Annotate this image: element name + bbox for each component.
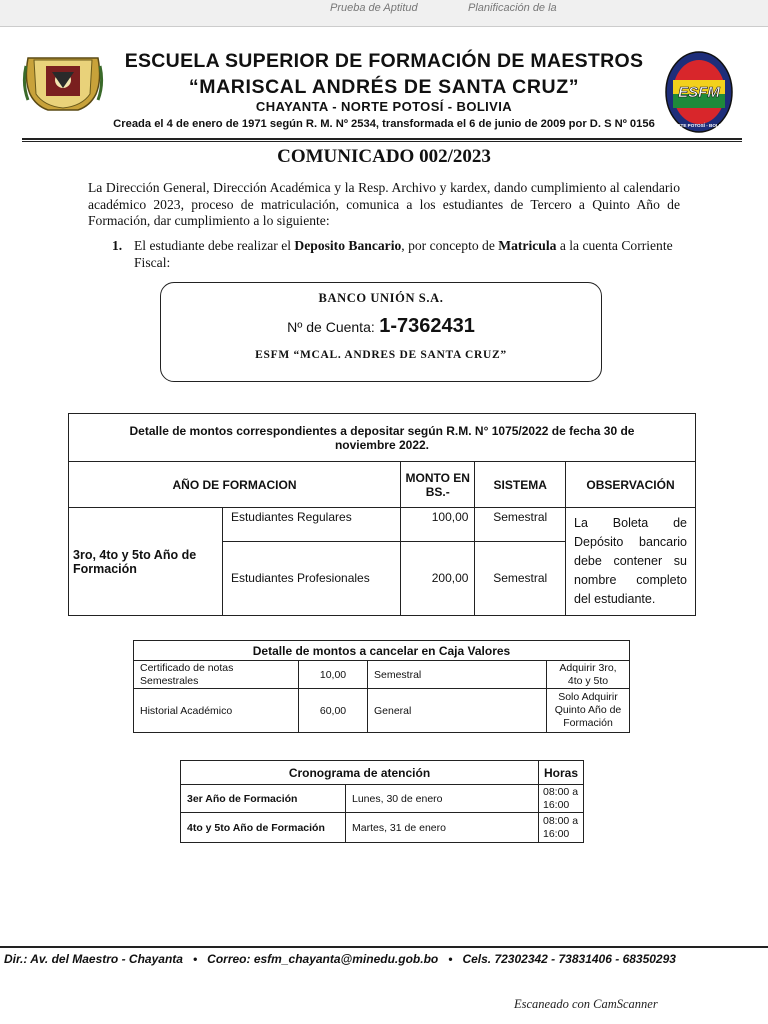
cronograma-table bbox=[180, 760, 584, 843]
coat-of-arms-logo bbox=[22, 44, 104, 116]
bleed-text: Planificación de la bbox=[468, 2, 557, 14]
caja-table-title: Detalle de montos a cancelar en Caja Valores bbox=[134, 641, 630, 661]
header-sistema: SISTEMA bbox=[475, 462, 566, 508]
cronograma-fecha: Martes, 31 de enero bbox=[346, 813, 539, 843]
row-monto: 200,00 bbox=[401, 541, 475, 615]
table-row bbox=[134, 661, 630, 689]
footer-email: Correo: esfm_chayanta@minedu.gob.bo bbox=[207, 952, 439, 966]
communique-title: COMUNICADO 002/2023 bbox=[277, 146, 491, 167]
bank-account bbox=[161, 315, 601, 338]
table-row bbox=[134, 689, 630, 733]
row-type: Estudiantes Profesionales bbox=[222, 541, 400, 615]
item-number: 1. bbox=[112, 238, 123, 253]
top-scan-strip bbox=[0, 0, 768, 27]
footer-bullet: • bbox=[192, 952, 198, 966]
cronograma-horas: 08:00 a 16:00 bbox=[539, 813, 584, 843]
account-owner: ESFM “MCAL. ANDRES DE SANTA CRUZ” bbox=[255, 349, 507, 361]
school-location: CHAYANTA - NORTE POTOSÍ - BOLIVIA bbox=[255, 99, 513, 114]
cronograma-grupo: 3er Año de Formación bbox=[181, 785, 346, 813]
caja-nota: Adquirir 3ro, 4to y 5to bbox=[547, 661, 630, 689]
header-ano: AÑO DE FORMACION bbox=[69, 462, 401, 508]
header-divider bbox=[22, 138, 742, 140]
caja-sistema: Semestral bbox=[368, 661, 547, 689]
scanner-watermark: Escaneado con CamScanner bbox=[514, 997, 658, 1011]
header-observacion: OBSERVACIÓN bbox=[566, 462, 696, 508]
table-row bbox=[69, 508, 696, 542]
row-monto: 100,00 bbox=[401, 508, 475, 542]
header-monto: MONTO EN BS.- bbox=[401, 462, 475, 508]
creation-note: Creada el 4 de enero de 1971 según R. M. Nº 2534, transformada el 6 de junio de 2009 por D. S Nº 0156 bbox=[113, 118, 655, 130]
montos-table-title: Detalle de montos correspondientes a depositar según R.M. N° 1075/2022 de fecha 30 de noviembre 2022. bbox=[69, 414, 696, 462]
seal-text: ESFM bbox=[678, 84, 720, 101]
cronograma-hours-header: Horas bbox=[539, 761, 584, 785]
cronograma-title: Cronograma de atención bbox=[181, 761, 539, 785]
item-text: El estudiante debe realizar el Deposito Bancario, por concepto de Matricula a la cuenta Corriente Fiscal: bbox=[134, 238, 673, 270]
seal-ring-text: NORTE POTOSÍ - BOLIVIA bbox=[670, 123, 728, 128]
caja-monto: 60,00 bbox=[299, 689, 368, 733]
footer-divider bbox=[0, 946, 768, 948]
group-label: 3ro, 4to y 5to Año de Formación bbox=[69, 508, 223, 616]
caja-monto: 10,00 bbox=[299, 661, 368, 689]
row-sistema: Semestral bbox=[475, 541, 566, 615]
montos-table bbox=[68, 413, 696, 616]
cronograma-horas: 08:00 a 16:00 bbox=[539, 785, 584, 813]
footer-contact bbox=[4, 952, 764, 966]
caja-concepto: Historial Académico bbox=[134, 689, 299, 733]
esfm-seal-logo bbox=[664, 50, 734, 134]
observation-cell: La Boleta de Depósito bancario debe contener su nombre completo del estudiante. bbox=[566, 508, 696, 616]
footer-address: Dir.: Av. del Maestro - Chayanta bbox=[4, 952, 183, 966]
row-type: Estudiantes Regulares bbox=[222, 508, 400, 542]
table-row bbox=[181, 785, 584, 813]
header-divider-thin bbox=[22, 141, 742, 142]
table-row bbox=[181, 813, 584, 843]
school-name: ESCUELA SUPERIOR DE FORMACIÓN DE MAESTROS bbox=[124, 50, 644, 72]
account-number: 1-7362431 bbox=[379, 315, 475, 337]
intro-paragraph: La Dirección General, Dirección Académica y la Resp. Archivo y kardex, dando cumplimiento al calendario académico 2023, proceso de matriculación, comunica a los estudiantes de Tercero a Quinto Año de Formación, dar cumplimiento a lo siguiente: bbox=[88, 180, 680, 228]
caja-valores-table bbox=[133, 640, 630, 733]
caja-nota: Solo Adquirir Quinto Año de Formación bbox=[547, 689, 630, 733]
account-label: Nº de Cuenta: bbox=[287, 319, 375, 335]
row-sistema: Semestral bbox=[475, 508, 566, 542]
footer-phones: Cels. 72302342 - 73831406 - 68350293 bbox=[462, 952, 676, 966]
instruction-item-1 bbox=[112, 238, 680, 271]
cronograma-fecha: Lunes, 30 de enero bbox=[346, 785, 539, 813]
school-subname: “MARISCAL ANDRÉS DE SANTA CRUZ” bbox=[188, 76, 580, 98]
bank-account-box bbox=[160, 282, 602, 382]
bank-name: BANCO UNIÓN S.A. bbox=[318, 291, 444, 305]
cronograma-grupo: 4to y 5to Año de Formación bbox=[181, 813, 346, 843]
caja-sistema: General bbox=[368, 689, 547, 733]
footer-bullet: • bbox=[448, 952, 453, 966]
bleed-text: Prueba de Aptitud bbox=[330, 2, 418, 14]
caja-concepto: Certificado de notas Semestrales bbox=[134, 661, 299, 689]
